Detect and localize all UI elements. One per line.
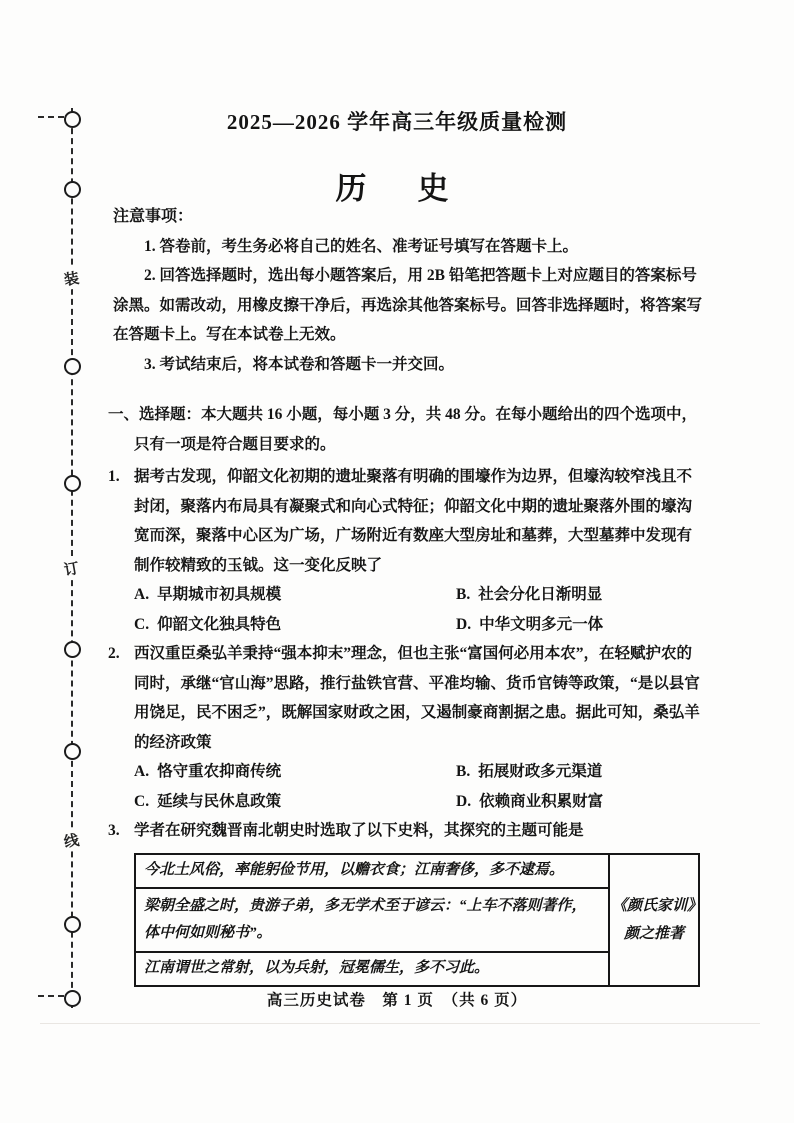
binding-char-ding: 订 [52, 555, 91, 582]
scan-artifact-line [40, 1023, 760, 1024]
option-b-text: 拓展财政多元渠道 [478, 763, 603, 780]
option-b-label: B. [456, 763, 471, 780]
question-2-stem: 西汉重臣桑弘羊秉持“强本抑末”理念，但也主张“富国何必用本农”，在轻赋护农的同时，承继“官山海”思路，推行盐铁官营、平准均输、货币官铸等政策，“是以县官用饶足，民不困乏”，既解国家财政之困，又遏制豪商割据之患。据此可知，桑弘羊的经济政策 [134, 645, 700, 751]
question-1-number: 1. [108, 468, 120, 485]
option-b [456, 757, 701, 787]
punch-hole [64, 111, 81, 128]
option-b-text: 社会分化日渐明显 [478, 586, 603, 603]
option-c [134, 787, 456, 817]
multiple-choice-section [108, 400, 701, 987]
option-c [134, 610, 456, 640]
option-a [134, 580, 456, 610]
binding-char-zhuang: 装 [52, 265, 91, 292]
page-footer: 高三历史试卷 第 1 页 （共 6 页） [266, 992, 528, 1009]
option-d-text: 中华文明多元一体 [479, 615, 604, 633]
question-2-number: 2. [108, 645, 120, 662]
question-1-stem: 据考古发现，仰韶文化初期的遗址聚落有明确的围壕作为边界，但壕沟较窄浅且不封闭，聚落内布局具有凝聚式和向心式特征；仰韶文化中期的遗址聚落外围的壕沟宽而深，聚落中心区为广场，广场附近有数座大型房址和墓葬，大型墓葬中发现有制作较精致的玉钺。这一变化反映了 [134, 468, 693, 574]
option-a-label: A. [134, 763, 150, 780]
question-1-options [134, 580, 701, 639]
option-a-label: A. [134, 586, 150, 603]
question-2 [108, 639, 701, 816]
source-material-table [134, 853, 703, 987]
notice-item-3: 3. 考试结束后，将本试卷和答题卡一并交回。 [144, 355, 455, 373]
subject-title: 历 史 [335, 171, 459, 206]
table-row: 江南谓世之常射，以为兵射，冠冕儒生，多不习此。 [135, 952, 609, 986]
punch-hole [64, 358, 81, 375]
corner-mark [38, 995, 64, 997]
exam-session-title: 2025—2026 学年高三年级质量检测 [226, 110, 568, 134]
mcq-section-heading: 一、选择题：本大题共 16 小题，每小题 3 分，共 48 分。在每小题给出的四个选项中，只有一项是符合题目要求的。 [108, 406, 698, 453]
table-source-cell [609, 854, 703, 986]
question-3 [108, 816, 701, 987]
option-c-text: 仰韶文化独具特色 [157, 615, 282, 633]
option-c-label: C. [134, 615, 150, 633]
notice-label: 注意事项： [113, 208, 194, 225]
option-d-label: D. [456, 792, 472, 810]
option-d [456, 610, 701, 640]
punch-hole [64, 641, 81, 658]
option-c-text: 延续与民休息政策 [157, 792, 282, 810]
question-3-number: 3. [108, 822, 120, 839]
table-row: 今北土风俗，率能躬俭节用，以赡衣食；江南奢侈，多不逮焉。 [135, 854, 609, 888]
option-d [456, 787, 701, 817]
punch-hole [64, 475, 81, 492]
source-title: 《颜氏家训》 [612, 897, 703, 914]
question-2-options [134, 757, 701, 816]
option-b [456, 580, 701, 610]
question-3-stem: 学者在研究魏晋南北朝史时选取了以下史料，其探究的主题可能是 [134, 822, 584, 839]
question-1 [108, 462, 701, 639]
punch-hole [64, 990, 81, 1007]
option-a [134, 757, 456, 787]
binding-char-xian: 线 [52, 827, 91, 854]
punch-hole [64, 743, 81, 760]
option-c-label: C. [134, 792, 150, 810]
option-a-text: 恪守重农抑商传统 [157, 763, 282, 780]
option-d-label: D. [456, 615, 472, 633]
notice-section [113, 202, 704, 379]
corner-mark [38, 116, 64, 118]
option-a-text: 早期城市初具规模 [157, 586, 282, 603]
option-b-label: B. [456, 586, 471, 603]
notice-item-1: 1. 答卷前，考生务必将自己的姓名、准考证号填写在答题卡上。 [144, 237, 579, 255]
source-author: 颜之推著 [623, 925, 684, 942]
table-row: 梁朝全盛之时，贵游子弟，多无学术至于谚云：“上车不落则著作，体中何如则秘书”。 [135, 888, 609, 952]
punch-hole [64, 181, 81, 198]
option-d-text: 依赖商业积累财富 [479, 792, 604, 810]
punch-hole [64, 916, 81, 933]
notice-item-2: 2. 回答选择题时，选出每小题答案后，用 2B 铅笔把答题卡上对应题目的答案标号涂黑。如需改动，用橡皮擦干净后，再选涂其他答案标号。回答非选择题时，将答案写在答题卡上。写在本试卷上无效。 [113, 267, 703, 343]
